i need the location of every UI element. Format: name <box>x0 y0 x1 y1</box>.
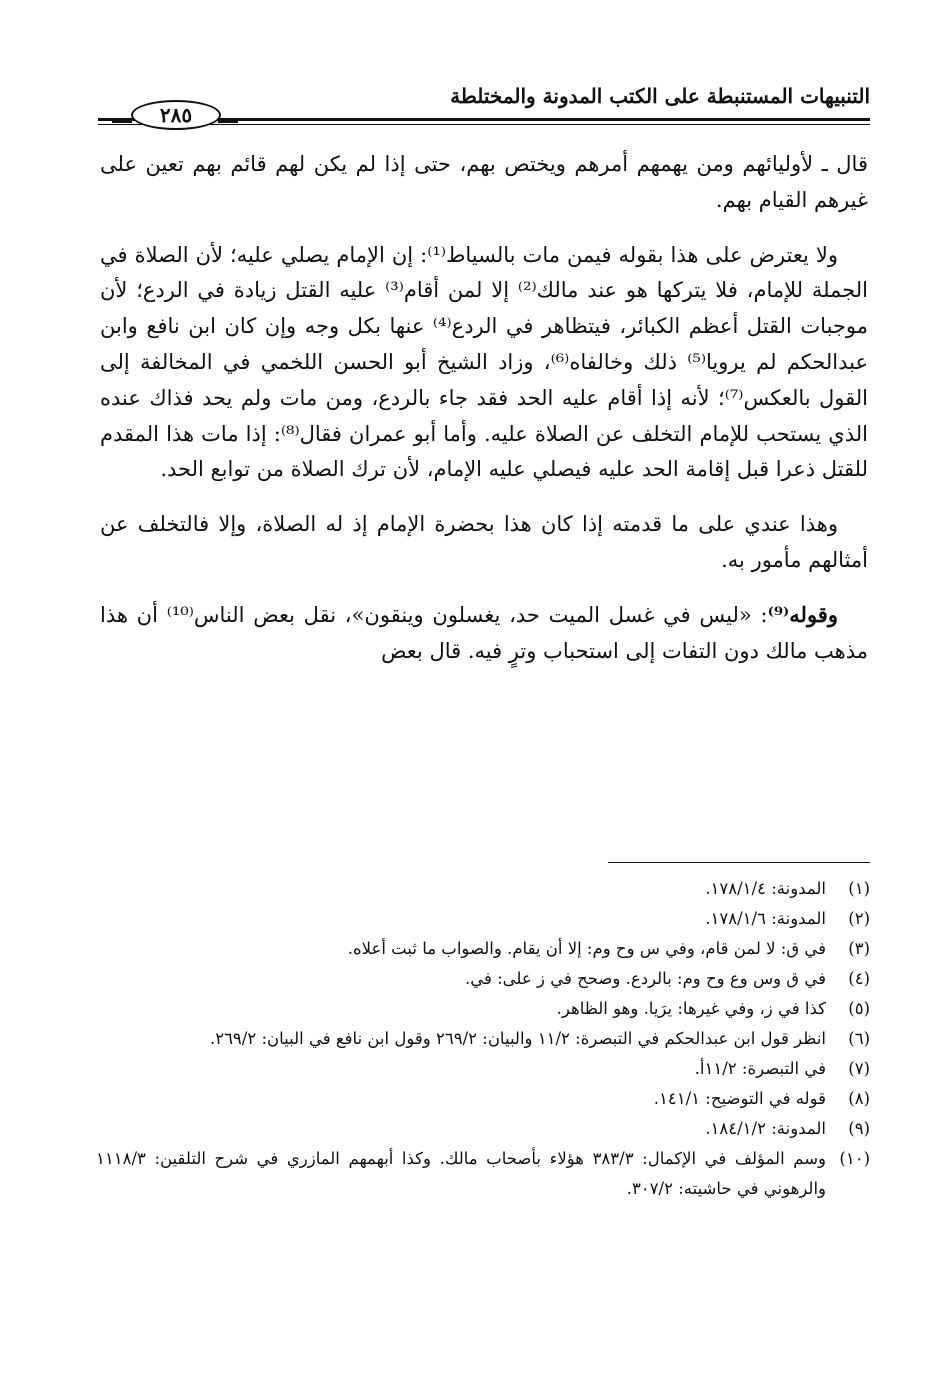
body-paragraph <box>100 506 868 579</box>
footnote-number: (٥) <box>848 999 870 1018</box>
footnote <box>96 1024 870 1054</box>
body-paragraph <box>100 597 868 670</box>
footnote-number: (٤) <box>848 969 870 988</box>
header-rule-thin <box>98 124 870 125</box>
footnote-number: (٦) <box>848 1029 870 1048</box>
footnote-text: في التبصرة: ١١/٢أ. <box>694 1059 826 1078</box>
footnote-number: (٩) <box>848 1119 870 1138</box>
page-number: ٢٨٥ <box>131 100 221 130</box>
footnote <box>96 964 870 994</box>
footnote-number: (٣) <box>848 939 870 958</box>
footnote-number: (٧) <box>848 1059 870 1078</box>
paragraph-text: قال ـ لأوليائهم ومن يهمهم أمرهم ويختص بهم، حتى إذا لم يكن لهم قائم بهم تعين على غيرهم القيام بهم. <box>100 152 868 212</box>
body-paragraph <box>100 237 868 489</box>
footnote-text: قوله في التوضيح: ١٤١/١. <box>653 1089 826 1108</box>
footnote-number: (١٠) <box>839 1149 870 1168</box>
footnotes <box>96 874 870 1204</box>
footnote <box>96 934 870 964</box>
footnote-number: (١) <box>848 879 870 898</box>
footnote <box>96 904 870 934</box>
cartouche-tick-right <box>218 121 238 123</box>
footnote <box>96 1054 870 1084</box>
paragraph-lead: وقوله⁽⁹⁾ <box>767 601 838 627</box>
footnote-text: المدونة: ١٧٨/١/٦. <box>705 909 826 928</box>
paragraph-text: ولا يعترض على هذا بقوله فيمن مات بالسياط⁽¹⁾: إن الإمام يصلي عليه؛ لأن الصلاة في الجملة للإمام، فلا يتركها هو عند مالك⁽²⁾ إلا لمن أقام⁽³⁾ عليه القتل زيادة في الردع؛ لأن موجبات القتل أعظم الكبائر، فيتظاهر في الردع⁽⁴⁾ عنها بكل وجه وإن كان ابن نافع وابن عبدالحكم لم يرويا⁽⁵⁾ ذلك وخالفاه⁽⁶⁾، وزاد الشيخ أبو الحسن اللخمي في المخالفة إلى القول بالعكس⁽⁷⁾؛ لأنه إذا أقام عليه الحد فقد جاء بالردع، ومن مات ولم يحد فذاك عنده الذي يستحب للإمام التخلف عن الصلاة عليه. وأما أبو عمران فقال⁽⁸⁾: إذا مات هذا المقدم للقتل ذعرا قبل إقامة الحد عليه فيصلي عليه الإمام، لأن ترك الصلاة من توابع الحد. <box>100 242 869 482</box>
footnote-text: في ق وس وع وح وم: بالردع. وصحح في ز على: في. <box>464 969 826 988</box>
footnote-text: انظر قول ابن عبدالحكم في التبصرة: ١١/٢ والبيان: ٢٦٩/٢ وقول ابن نافع في البيان: ٢٦٩/٢. <box>209 1029 826 1048</box>
paragraph-text: : «ليس في غسل الميت حد، يغسلون وينقون»، نقل بعض الناس⁽¹⁰⁾ أن هذا مذهب مالك دون التفات إلى استحباب وترٍ فيه. قال بعض <box>100 602 868 663</box>
footnote <box>96 994 870 1024</box>
paragraph-text: وهذا عندي على ما قدمته إذا كان هذا بحضرة الإمام إذ له الصلاة، وإلا فالتخلف عن أمثالهم مأمور به. <box>100 512 868 572</box>
footnote-text: وسم المؤلف في الإكمال: ٣٨٣/٣ هؤلاء بأصحاب مالك. وكذا أبهمهم المازري في شرح التلقين: ١١١٨/٣ والرهوني في حاشيته: ٣٠٧/٢. <box>96 1149 827 1198</box>
footnote-separator <box>608 862 870 863</box>
footnote-text: المدونة: ١٨٤/١/٢. <box>705 1119 826 1138</box>
footnote <box>96 1144 870 1204</box>
cartouche-tick-left <box>112 121 132 123</box>
footnote <box>96 874 870 904</box>
footnote <box>96 1084 870 1114</box>
footnote-text: كذا في ز، وفي غيرها: يرَيا. وهو الظاهر. <box>556 999 826 1018</box>
footnote <box>96 1114 870 1144</box>
footnote-number: (٨) <box>848 1089 870 1108</box>
footnote-text: في ق: لا لمن قام، وفي س وح وم: إلا أن يقام. والصواب ما ثبت أعلاه. <box>347 939 826 958</box>
body-text <box>100 146 868 687</box>
running-header: التنبيهات المستنبطة على الكتب المدونة والمختلطة <box>450 84 870 108</box>
footnote-number: (٢) <box>848 909 870 928</box>
footnote-text: المدونة: ١٧٨/١/٤. <box>705 879 826 898</box>
body-paragraph <box>100 146 868 219</box>
